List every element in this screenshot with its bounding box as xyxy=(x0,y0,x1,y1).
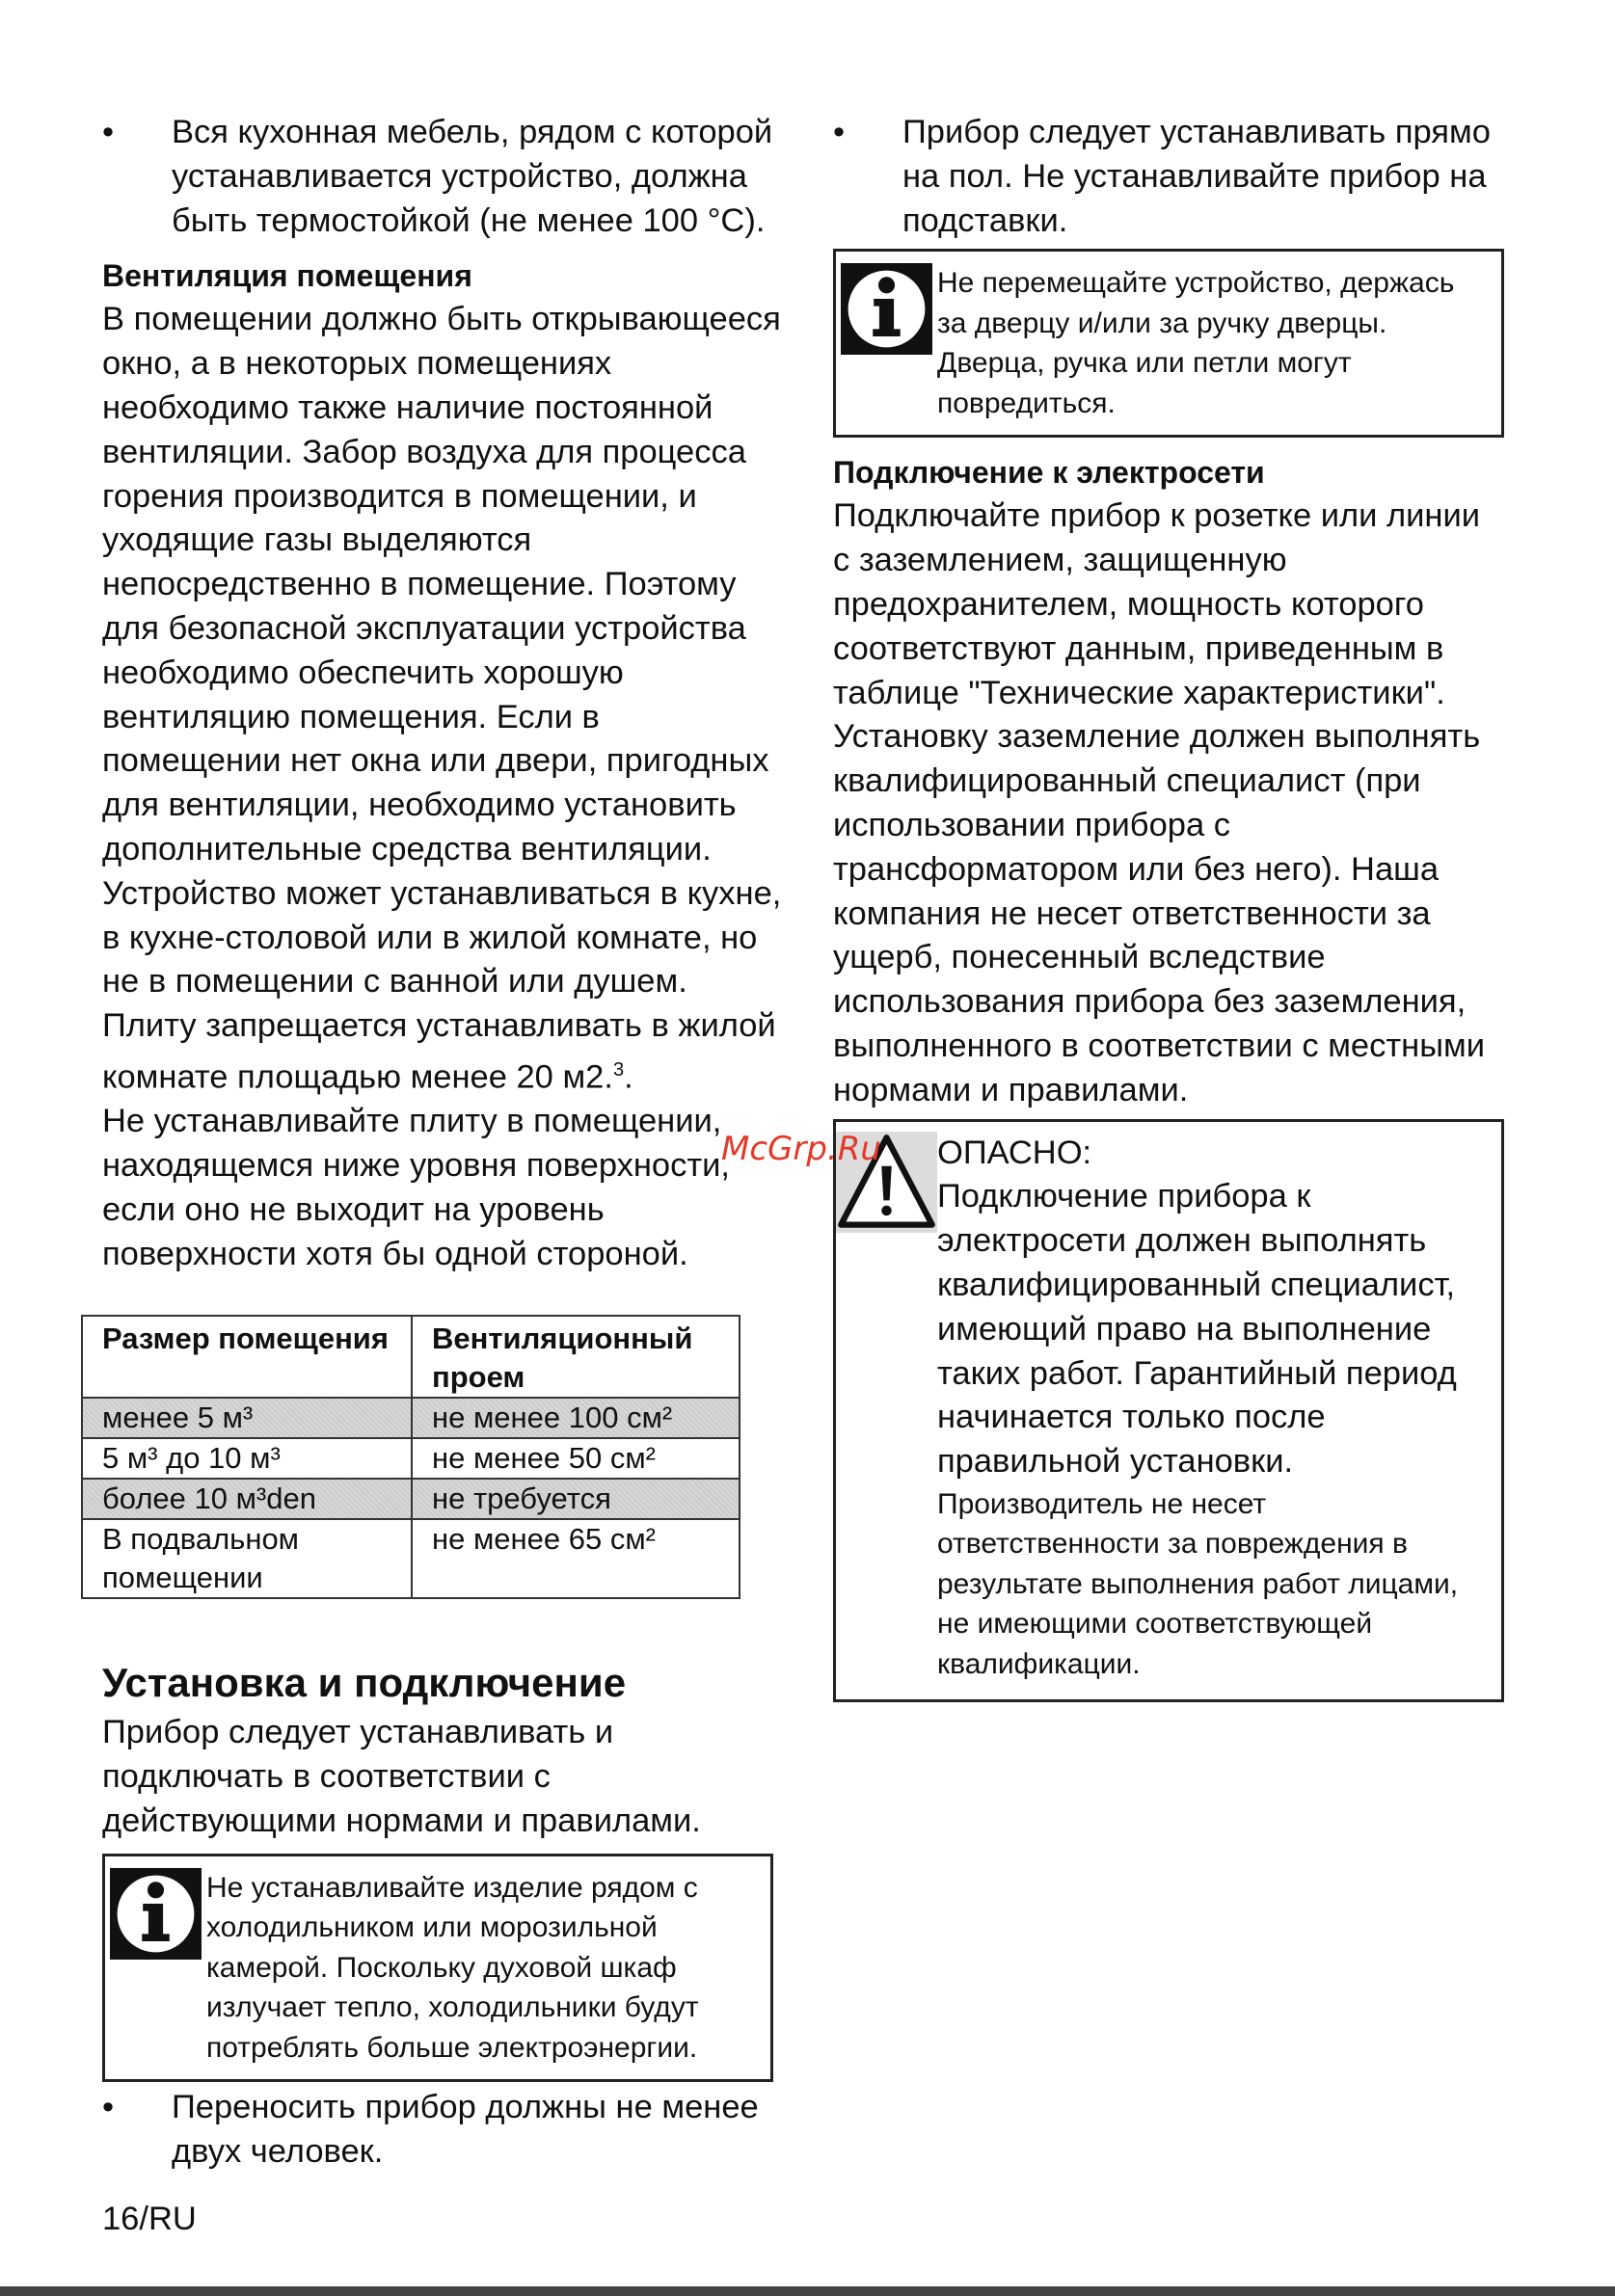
table-row xyxy=(82,1519,740,1598)
list-item xyxy=(102,111,782,243)
ventilation-text-end: . xyxy=(624,1058,633,1096)
table-cell: не менее 100 см² xyxy=(412,1398,740,1438)
note-text: Не перемещайте устройство, держась за дверцу и/или за ручку дверцы. Дверца, ручка или петли могут повредиться. xyxy=(937,267,1455,419)
ventilation-table xyxy=(81,1315,740,1599)
table-cell: 5 м³ до 10 м³ xyxy=(82,1438,412,1479)
ventilation-text: В помещении должно быть открывающееся окно, а в некоторых помещениях необходимо также наличие постоянной вентиляции. Забор воздуха для процесса горения производится в помещении, и уходящие газы выделяются непосредственно в помещение. Поэтому для безопасной эксплуатации устройства необходимо обеспечить хорошую вентиляцию помещения. Если в помещении нет окна или двери, пригодных для вентиляции, необходимо установить дополнительные средства вентиляции. Устройство может устанавливаться в кухне, в кухне-столовой или в жилой комнате, но не в помещении с ванной или душем. Плиту запрещается устанавливать в жилой комнате площадью менее 20 м2. xyxy=(102,301,782,1096)
danger-title: ОПАСНО: xyxy=(937,1134,1092,1171)
warning-icon xyxy=(836,1132,937,1689)
info-icon xyxy=(836,263,937,423)
table-cell: не требуется xyxy=(412,1479,740,1519)
install-heading: Установка и подключение xyxy=(102,1660,627,1706)
table-cell: более 10 м³den xyxy=(82,1479,412,1519)
danger-small-text: Производитель не несет ответственности за повреждения в результате выполнения работ лицами, не имеющими соответствующей квалификации. xyxy=(937,1487,1459,1680)
electric-heading: Подключение к электросети xyxy=(833,455,1265,491)
table-row xyxy=(82,1398,740,1438)
info-note-fridge xyxy=(102,1854,773,2083)
info-note-door xyxy=(833,249,1504,438)
page-number: 16/RU xyxy=(102,2201,197,2237)
danger-content xyxy=(937,1132,1492,1689)
watermark: McGrp.Ru xyxy=(721,1130,881,1168)
table-cell: не менее 65 см² xyxy=(412,1519,740,1598)
table-row xyxy=(82,1438,740,1479)
electric-paragraph: Подключайте прибор к розетке или линии с заземлением, защищенную предохранителем, мощность которого соответствуют данным, приведенным в таблице "Технические характеристики". Установку заземление должен выполнять квалифицированный специалист (при использовании прибора с трансформатором или без него). Наша компания не несет ответственности за ущерб, понесенный вследствие использования прибора без заземления, выполненного в соответствии с местными нормами и правилами. xyxy=(833,497,1486,1108)
table-row xyxy=(82,1479,740,1519)
bullet-text-carry: Переносить прибор должны не менее двух человек. xyxy=(172,2089,759,2171)
danger-text: Подключение прибора к электросети должен выполнять квалифицированный специалист, имеющий право на выполнение таких работ. Гарантийный период начинается только после правильной установки. xyxy=(937,1178,1457,1481)
list-item xyxy=(102,2086,782,2175)
basement-paragraph: Не устанавливайте плиту в помещении, находящемся ниже уровня поверхности, если оно не выходит на уровень поверхности хотя бы одной стороной. xyxy=(102,1103,731,1272)
note-text: Не устанавливайте изделие рядом с холодильником или морозильной камерой. Поскольку духовой шкаф излучает тепло, холодильники будут потреблять больше электроэнергии. xyxy=(206,1871,699,2064)
bullet-symbol: • xyxy=(102,2089,115,2126)
left-column xyxy=(102,111,782,2175)
bullet-symbol: • xyxy=(102,114,115,150)
ventilation-heading: Вентиляция помещения xyxy=(102,258,472,294)
table-cell: не менее 50 см² xyxy=(412,1438,740,1479)
table-cell: менее 5 м³ xyxy=(82,1398,412,1438)
info-icon xyxy=(105,1868,206,2069)
danger-note xyxy=(833,1119,1504,1703)
table-header-cell: Вентиляционный проем xyxy=(412,1316,740,1398)
footnote-ref: 3 xyxy=(612,1058,625,1081)
table-header-cell: Размер помещения xyxy=(82,1316,412,1398)
ventilation-paragraph xyxy=(102,298,782,1100)
install-paragraph: Прибор следует устанавливать и подключать в соответствии с действующими нормами и правилами. xyxy=(102,1714,701,1840)
list-item xyxy=(833,111,1498,243)
bullet-symbol: • xyxy=(833,114,846,150)
table-cell: В подвальном помещении xyxy=(82,1519,412,1598)
table-header-row xyxy=(82,1316,740,1398)
right-column xyxy=(833,111,1498,1702)
bullet-text-floor: Прибор следует устанавливать прямо на пол. Не устанавливайте прибор на подставки. xyxy=(902,114,1491,239)
bottom-divider xyxy=(0,2286,1615,2296)
bullet-text-furniture: Вся кухонная мебель, рядом с которой устанавливается устройство, должна быть термостойкой (не менее 100 °C). xyxy=(172,114,773,239)
